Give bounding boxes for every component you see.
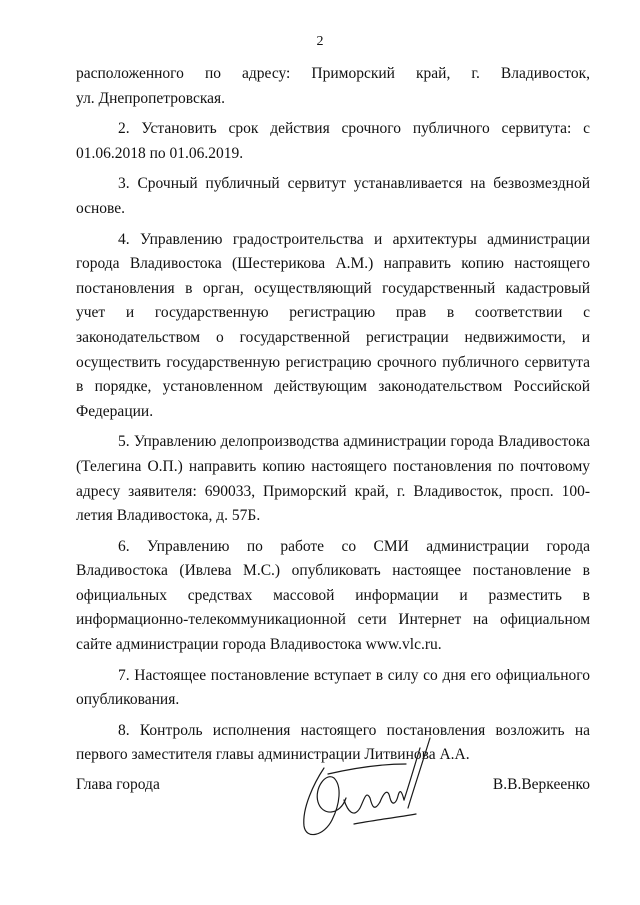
handwritten-signature-icon bbox=[284, 728, 434, 848]
paragraph-5: 5. Управлению делопроизводства администрации города Владивостока (Телегина О.П.) направить копию настоящего постановления по почтовому адресу заявителя: 690033, Приморский край, г. Владивосток, просп. 100-летия Владивостока, д. 57Б. bbox=[76, 433, 590, 525]
paragraph-4: 4. Управлению градостроительства и архитектуры администрации города Владивостока (Шестерикова А.М.) направить копию настоящего постановления в орган, осуществляющий государственный кадастровый учет и государственную регистрацию прав в соответствии с законодательством о государственной регистрации недвижимости, и осуществить государственную регистрацию срочного публичного сервитута в порядке, установленном действующим законодательством Российской Федерации. bbox=[76, 230, 590, 420]
paragraph-2: 2. Установить срок действия срочного публичного сервитута: с 01.06.2018 по 01.06.2019. bbox=[76, 120, 590, 162]
page-number: 2 bbox=[316, 34, 324, 49]
paragraph-1-line-2: ул. Днепропетровская. bbox=[76, 89, 226, 107]
paragraph-6: 6. Управлению по работе со СМИ администрации города Владивостока (Ивлева М.С.) опубликовать настоящее постановление в официальных средствах массовой информации и разместить в информационно-телекоммуникационной сети Интернет на официальном сайте администрации города Владивостока www.vlc.ru. bbox=[76, 537, 590, 654]
document-body bbox=[76, 62, 590, 774]
signatory-name: В.В.Веркеенко bbox=[492, 776, 590, 793]
paragraph-8: 8. Контроль исполнения настоящего постановления возложить на первого заместителя главы администрации Литвинова А.А. bbox=[76, 721, 590, 764]
paragraph-1-line-1: расположенного по адресу: Приморский край, г. Владивосток, bbox=[76, 65, 590, 82]
paragraph-3: 3. Срочный публичный сервитут устанавливается на безвозмездной основе. bbox=[76, 175, 590, 217]
signatory-title: Глава города bbox=[76, 776, 160, 793]
paragraph-7: 7. Настоящее постановление вступает в силу со дня его официального опубликования. bbox=[76, 666, 590, 709]
